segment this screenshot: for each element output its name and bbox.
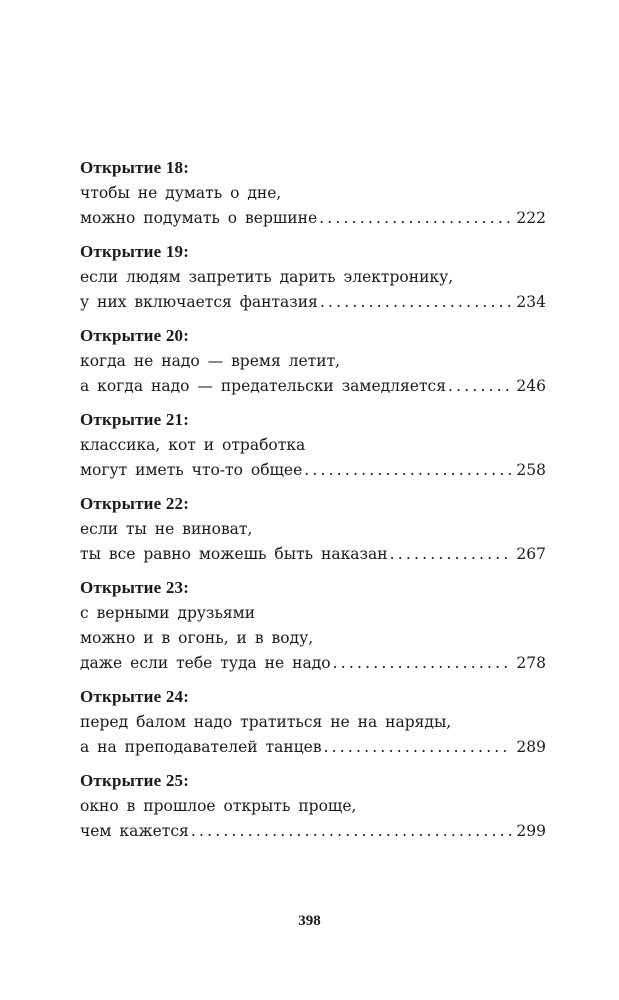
entry-line: классика, кот и отработка	[80, 436, 306, 454]
entry-line: если людям запретить дарить электронику,	[80, 268, 454, 286]
entry-page-number: 246	[516, 377, 546, 395]
entry-line: у них включается фантазия	[80, 293, 318, 311]
entry-heading: Открытие 19:	[80, 242, 190, 261]
dot-leader	[319, 206, 512, 231]
entry-last-line	[80, 819, 546, 844]
toc-entry-22	[80, 491, 546, 567]
entry-heading: Открытие 25:	[80, 771, 190, 790]
toc-entry-18	[80, 155, 546, 231]
table-of-contents	[80, 155, 546, 852]
entry-page-number: 258	[516, 461, 546, 479]
entry-last-line	[80, 290, 546, 315]
entry-line: с верными друзьями	[80, 604, 256, 622]
entry-line: можно подумать о вершине	[80, 209, 318, 227]
entry-heading: Открытие 24:	[80, 687, 190, 706]
entry-line: чтобы не думать о дне,	[80, 184, 282, 202]
toc-entry-23	[80, 575, 546, 676]
entry-heading: Открытие 22:	[80, 494, 190, 513]
entry-heading: Открытие 21:	[80, 410, 190, 429]
entry-page-number: 289	[516, 738, 546, 756]
entry-last-line	[80, 542, 546, 567]
entry-last-line	[80, 735, 546, 760]
folio: 398	[298, 913, 321, 929]
entry-heading: Открытие 20:	[80, 326, 190, 345]
entry-line: когда не надо — время летит,	[80, 352, 341, 370]
dot-leader	[390, 542, 513, 567]
entry-line: ты все равно можешь быть наказан	[80, 545, 388, 563]
entry-line: могут иметь что-то общее	[80, 461, 303, 479]
entry-page-number: 222	[516, 209, 546, 227]
dot-leader	[448, 374, 512, 399]
entry-heading: Открытие 18:	[80, 158, 190, 177]
entry-page-number: 299	[516, 822, 546, 840]
entry-line: перед балом надо тратиться не на наряды,	[80, 713, 452, 731]
entry-last-line	[80, 206, 546, 231]
entry-line: даже если тебе туда не надо	[80, 654, 331, 672]
toc-entry-20	[80, 323, 546, 399]
entry-line: можно и в огонь, и в воду,	[80, 629, 314, 647]
entry-line: а на преподавателей танцев	[80, 738, 322, 756]
entry-line: чем кажется	[80, 822, 189, 840]
entry-page-number: 278	[516, 654, 546, 672]
entry-page-number: 267	[516, 545, 546, 563]
dot-leader	[333, 651, 513, 676]
entry-last-line	[80, 651, 546, 676]
dot-leader	[320, 290, 513, 315]
entry-line: а когда надо — предательски замедляется	[80, 377, 446, 395]
toc-entry-24	[80, 684, 546, 760]
dot-leader	[191, 819, 513, 844]
toc-entry-19	[80, 239, 546, 315]
dot-leader	[324, 735, 513, 760]
toc-entry-21	[80, 407, 546, 483]
entry-last-line	[80, 458, 546, 483]
dot-leader	[304, 458, 512, 483]
toc-entry-25	[80, 768, 546, 844]
entry-line: если ты не виноват,	[80, 520, 253, 538]
entry-page-number: 234	[516, 293, 546, 311]
entry-line: окно в прошлое открыть проще,	[80, 797, 357, 815]
entry-heading: Открытие 23:	[80, 578, 190, 597]
entry-last-line	[80, 374, 546, 399]
